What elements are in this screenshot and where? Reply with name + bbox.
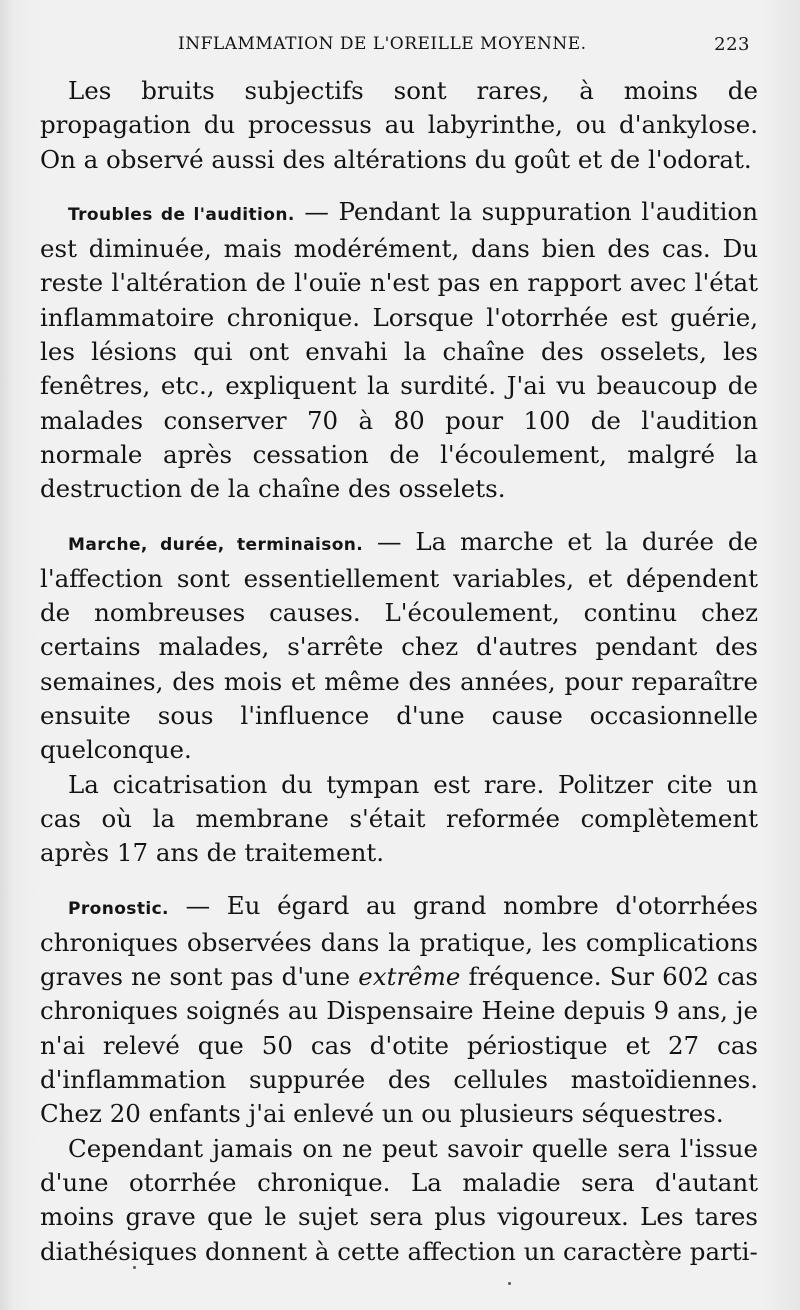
paragraph-pronostic — [40, 889, 758, 1132]
section-heading-pronostic: Pronostic. — [68, 898, 169, 919]
heading-dash: — — [168, 890, 227, 920]
section-heading-marche-duree: Marche, durée, terminaison. — [68, 534, 364, 555]
paragraph-text: fréquence. Sur 602 cas chroniques soignés au Dispensaire Heine depuis 9 ans, je n'ai relevé que 50 cas d'otite périostique et 27 cas d'inflammation suppurée des cellules mastoïdiennes. Chez 20 enfants j'ai enlevé un ou plusieurs séquestres. — [40, 962, 758, 1129]
paragraph-issue-otorrhee: Cependant jamais on ne peut savoir quelle sera l'issue d'une otorrhée chronique. La maladie sera d'autant moins grave que le sujet sera plus vigoureux. Les tares diathésiques donnent à cette affection un caractère parti- — [40, 1133, 758, 1266]
running-title: INFLAMMATION DE L'OREILLE MOYENNE. — [178, 34, 587, 54]
heading-dash: — — [363, 526, 416, 556]
print-speck — [508, 1282, 511, 1285]
paragraph-cicatrisation: La cicatrisation du tympan est rare. Politzer cite un cas où la membrane s'était reformée complètement après 17 ans de traitement. — [40, 769, 758, 868]
paragraph-text: Pendant la suppuration l'audition est diminuée, mais modérément, dans bien des cas. Du reste l'altération de l'ouïe n'est pas en rapport avec l'état inflammatoire chronique. Lorsque l'otorrhée est guérie, les lésions qui ont envahi la chaîne des osselets, les fenêtres, etc., expliquent la surdité. J'ai vu beaucoup de malades conserver 70 à 80 pour 100 de l'audition normale après cessation de l'écoulement, malgré la destruction de la chaîne des osselets. — [40, 196, 758, 504]
paragraph-text: Eu égard au grand nombre d'otorrhées chroniques observées dans la pratique, les complications graves ne sont pas d'une — [40, 890, 758, 992]
paragraph-bruits-subjectifs: Les bruits subjectifs sont rares, à moins de propagation du processus au labyrinthe, ou d'ankylose. On a observé aussi des altérations du goût et de l'odorat. — [40, 76, 758, 174]
paragraph-troubles-audition — [40, 195, 758, 507]
emphasis-word: extrême — [358, 962, 461, 992]
paragraph-marche-duree — [40, 525, 758, 768]
paragraph-text: La marche et la durée de l'affection sont essentiellement variables, et dépendent de nombreuses causes. L'écoulement, continu chez certains malades, s'arrête chez d'autres pendant des semaines, des mois et même des années, pour reparaître ensuite sous l'influence d'une cause occasionnelle quelconque. — [40, 526, 759, 765]
heading-dash: — — [294, 196, 339, 226]
page-number: 223 — [714, 34, 750, 55]
print-speck — [133, 1266, 136, 1269]
section-heading-troubles-audition: Troubles de l'audition. — [68, 204, 295, 225]
page-body — [40, 74, 758, 1269]
page-header — [170, 34, 750, 60]
